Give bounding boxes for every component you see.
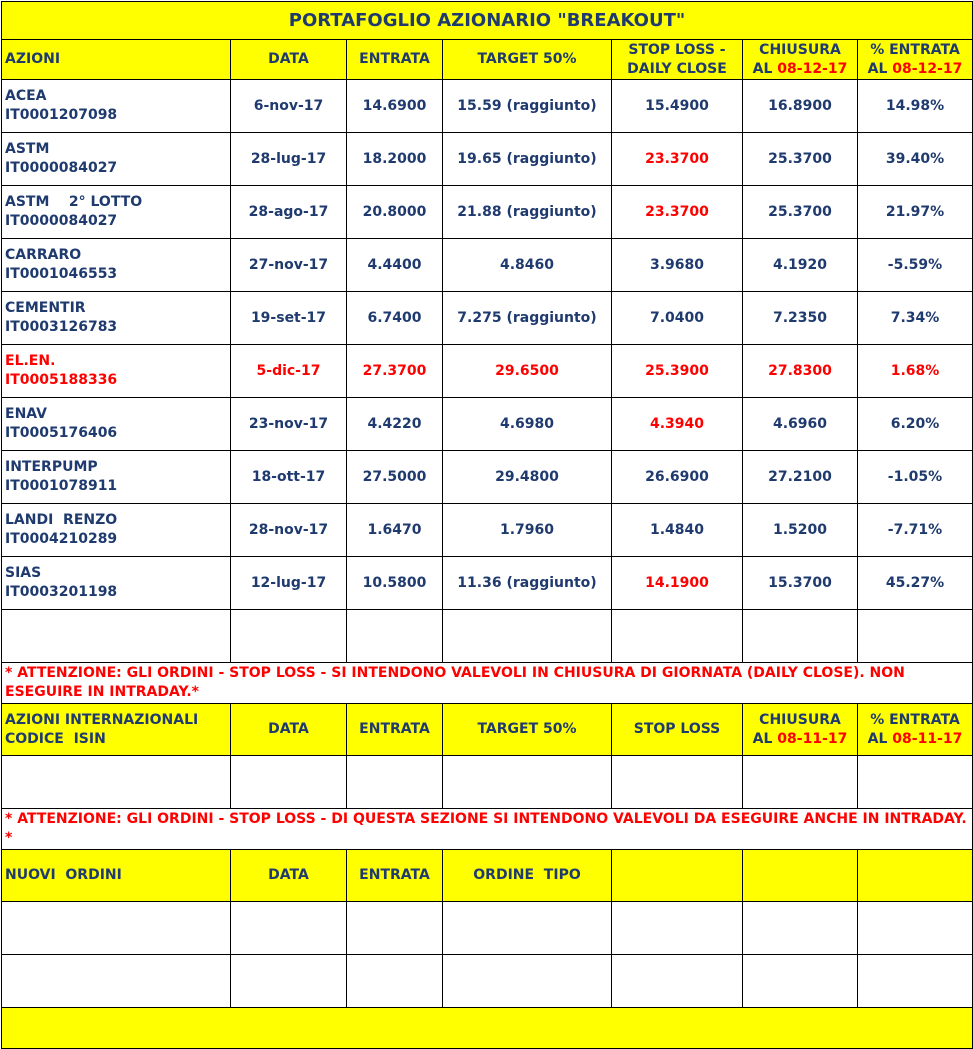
cell-stop: 3.9680 — [612, 239, 743, 292]
empty-cell — [347, 955, 443, 1008]
stock-name-cell — [2, 345, 231, 398]
empty-cell — [858, 902, 973, 955]
stock-name-cell — [2, 186, 231, 239]
header2-chiusura-line2 — [743, 730, 857, 749]
header-nuovi-ordini: NUOVI ORDINI — [2, 850, 231, 902]
stock-name-cell — [2, 133, 231, 186]
empty-cell — [612, 610, 743, 663]
stock-name: SIAS — [5, 565, 42, 581]
table-row — [2, 292, 973, 345]
header2-pct-line2 — [858, 730, 972, 749]
cell-entrata: 27.3700 — [347, 345, 443, 398]
cell-stop: 25.3900 — [612, 345, 743, 398]
cell-data: 28-nov-17 — [231, 504, 347, 557]
header3-empty — [612, 850, 743, 902]
empty-cell — [612, 955, 743, 1008]
stock-isin: IT0001078911 — [5, 478, 118, 494]
stock-isin: IT0001046553 — [5, 266, 118, 282]
empty-cell — [347, 610, 443, 663]
header-stop-loss-line2: DAILY CLOSE — [627, 60, 727, 77]
cell-target: 4.6980 — [443, 398, 612, 451]
header-intl-line1: AZIONI INTERNAZIONALI — [5, 711, 199, 728]
stock-isin: IT0003201198 — [5, 584, 118, 600]
header-chiusura — [743, 40, 858, 80]
cell-pct: 7.34% — [858, 292, 973, 345]
table-row — [2, 186, 973, 239]
cell-entrata: 6.7400 — [347, 292, 443, 345]
empty-cell — [2, 955, 231, 1008]
stock-isin: IT0000084027 — [5, 213, 118, 229]
cell-target: 29.4800 — [443, 451, 612, 504]
cell-target: 21.88 (raggiunto) — [443, 186, 612, 239]
empty-cell — [443, 955, 612, 1008]
stock-name-cell — [2, 239, 231, 292]
empty-cell — [2, 756, 231, 809]
stock-isin: IT0001207098 — [5, 107, 118, 123]
cell-entrata: 20.8000 — [347, 186, 443, 239]
cell-chiusura: 1.5200 — [743, 504, 858, 557]
header2-data: DATA — [231, 704, 347, 756]
stock-name: ASTM — [5, 141, 50, 157]
stock-name: ASTM 2° LOTTO — [5, 194, 143, 210]
cell-chiusura: 15.3700 — [743, 557, 858, 610]
header2-stop-loss: STOP LOSS — [612, 704, 743, 756]
footer-bar — [2, 1008, 973, 1049]
table-row — [2, 239, 973, 292]
header2-pct-line1: % ENTRATA — [870, 711, 960, 728]
header-pct-line1: % ENTRATA — [870, 41, 960, 58]
header-data: DATA — [231, 40, 347, 80]
empty-cell — [612, 756, 743, 809]
cell-target: 4.8460 — [443, 239, 612, 292]
empty-cell — [743, 955, 858, 1008]
table-row — [2, 345, 973, 398]
stock-name-cell — [2, 451, 231, 504]
cell-target: 7.275 (raggiunto) — [443, 292, 612, 345]
header3-empty — [743, 850, 858, 902]
portfolio-table — [1, 1, 973, 1049]
header2-chiusura-al: AL — [752, 730, 773, 747]
cell-target: 15.59 (raggiunto) — [443, 80, 612, 133]
empty-cell — [231, 902, 347, 955]
empty-row — [2, 610, 973, 663]
cell-entrata: 4.4220 — [347, 398, 443, 451]
empty-cell — [858, 610, 973, 663]
empty-cell — [743, 902, 858, 955]
table-row — [2, 557, 973, 610]
cell-pct: 14.98% — [858, 80, 973, 133]
cell-target: 11.36 (raggiunto) — [443, 557, 612, 610]
stock-isin: IT0005188336 — [5, 372, 118, 388]
stock-name: INTERPUMP — [5, 459, 98, 475]
header2-chiusura-date: 08-11-17 — [777, 730, 848, 747]
table-row — [2, 80, 973, 133]
header-pct-al: AL — [867, 60, 888, 77]
stock-name: LANDI RENZO — [5, 512, 118, 528]
cell-target: 29.6500 — [443, 345, 612, 398]
header-stop-loss — [612, 40, 743, 80]
cell-pct: -1.05% — [858, 451, 973, 504]
page-title: PORTAFOGLIO AZIONARIO "BREAKOUT" — [2, 2, 973, 40]
header2-pct-entrata — [858, 704, 973, 756]
intraday-note: * ATTENZIONE: GLI ORDINI - STOP LOSS - DI QUESTA SEZIONE SI INTENDONO VALEVOLI DA ESEGUIRE ANCHE IN INTRADAY. * — [2, 809, 973, 850]
cell-chiusura: 4.1920 — [743, 239, 858, 292]
empty-row — [2, 756, 973, 809]
cell-data: 5-dic-17 — [231, 345, 347, 398]
table-row — [2, 133, 973, 186]
empty-cell — [858, 955, 973, 1008]
stop-loss-note: * ATTENZIONE: GLI ORDINI - STOP LOSS - SI INTENDONO VALEVOLI IN CHIUSURA DI GIORNATA (DAILY CLOSE). NON ESEGUIRE IN INTRADAY.* — [2, 663, 973, 704]
stock-isin: IT0004210289 — [5, 531, 118, 547]
cell-entrata: 4.4400 — [347, 239, 443, 292]
empty-cell — [231, 955, 347, 1008]
header3-entrata: ENTRATA — [347, 850, 443, 902]
cell-stop: 4.3940 — [612, 398, 743, 451]
table-row — [2, 398, 973, 451]
cell-pct: 45.27% — [858, 557, 973, 610]
stock-isin: IT0000084027 — [5, 160, 118, 176]
cell-pct: 39.40% — [858, 133, 973, 186]
cell-chiusura: 27.2100 — [743, 451, 858, 504]
empty-cell — [612, 902, 743, 955]
cell-stop: 23.3700 — [612, 133, 743, 186]
table-row — [2, 504, 973, 557]
stock-isin: IT0005176406 — [5, 425, 118, 441]
stock-name: ENAV — [5, 406, 47, 422]
cell-stop: 7.0400 — [612, 292, 743, 345]
cell-data: 23-nov-17 — [231, 398, 347, 451]
header-intl-line2: CODICE ISIN — [5, 730, 106, 747]
cell-entrata: 14.6900 — [347, 80, 443, 133]
empty-row — [2, 955, 973, 1008]
header-chiusura-line1: CHIUSURA — [759, 41, 841, 58]
cell-stop: 14.1900 — [612, 557, 743, 610]
empty-cell — [443, 756, 612, 809]
cell-data: 12-lug-17 — [231, 557, 347, 610]
header2-chiusura-line1: CHIUSURA — [759, 711, 841, 728]
header2-target: TARGET 50% — [443, 704, 612, 756]
table-row — [2, 451, 973, 504]
cell-pct: 6.20% — [858, 398, 973, 451]
header-azioni-internazionali — [2, 704, 231, 756]
cell-pct: -5.59% — [858, 239, 973, 292]
header3-ordine-tipo: ORDINE TIPO — [443, 850, 612, 902]
empty-cell — [2, 610, 231, 663]
empty-cell — [347, 756, 443, 809]
stock-name-cell — [2, 398, 231, 451]
header-chiusura-line2 — [743, 60, 857, 79]
empty-cell — [858, 756, 973, 809]
cell-entrata: 18.2000 — [347, 133, 443, 186]
stock-name: CARRARO — [5, 247, 82, 263]
header-pct-date: 08-12-17 — [892, 60, 963, 77]
cell-pct: 1.68% — [858, 345, 973, 398]
cell-stop: 26.6900 — [612, 451, 743, 504]
header3-empty — [858, 850, 973, 902]
header-stop-loss-line1: STOP LOSS - — [628, 41, 726, 58]
stock-name-cell — [2, 292, 231, 345]
cell-stop: 1.4840 — [612, 504, 743, 557]
cell-data: 28-ago-17 — [231, 186, 347, 239]
stock-name: CEMENTIR — [5, 300, 86, 316]
cell-chiusura: 25.3700 — [743, 186, 858, 239]
cell-chiusura: 7.2350 — [743, 292, 858, 345]
empty-cell — [443, 610, 612, 663]
empty-cell — [743, 756, 858, 809]
header3-data: DATA — [231, 850, 347, 902]
header2-chiusura — [743, 704, 858, 756]
header2-entrata: ENTRATA — [347, 704, 443, 756]
stock-name-cell — [2, 504, 231, 557]
empty-cell — [347, 902, 443, 955]
header-chiusura-date: 08-12-17 — [777, 60, 848, 77]
empty-cell — [443, 902, 612, 955]
stock-name: ACEA — [5, 88, 47, 104]
cell-data: 27-nov-17 — [231, 239, 347, 292]
stock-name: EL.EN. — [5, 353, 56, 369]
header2-pct-al: AL — [867, 730, 888, 747]
cell-target: 19.65 (raggiunto) — [443, 133, 612, 186]
empty-cell — [231, 756, 347, 809]
cell-chiusura: 4.6960 — [743, 398, 858, 451]
cell-stop: 15.4900 — [612, 80, 743, 133]
stock-name-cell — [2, 80, 231, 133]
cell-data: 6-nov-17 — [231, 80, 347, 133]
header-chiusura-al: AL — [752, 60, 773, 77]
stock-isin: IT0003126783 — [5, 319, 118, 335]
header-pct-line2 — [858, 60, 972, 79]
cell-chiusura: 27.8300 — [743, 345, 858, 398]
cell-data: 28-lug-17 — [231, 133, 347, 186]
empty-cell — [231, 610, 347, 663]
header2-pct-date: 08-11-17 — [892, 730, 963, 747]
cell-pct: 21.97% — [858, 186, 973, 239]
empty-row — [2, 902, 973, 955]
stock-name-cell — [2, 557, 231, 610]
cell-target: 1.7960 — [443, 504, 612, 557]
empty-cell — [743, 610, 858, 663]
header-target: TARGET 50% — [443, 40, 612, 80]
header-azioni: AZIONI — [2, 40, 231, 80]
cell-pct: -7.71% — [858, 504, 973, 557]
empty-cell — [2, 902, 231, 955]
cell-entrata: 1.6470 — [347, 504, 443, 557]
cell-entrata: 27.5000 — [347, 451, 443, 504]
cell-chiusura: 16.8900 — [743, 80, 858, 133]
header-pct-entrata — [858, 40, 973, 80]
header-entrata: ENTRATA — [347, 40, 443, 80]
cell-chiusura: 25.3700 — [743, 133, 858, 186]
cell-data: 19-set-17 — [231, 292, 347, 345]
cell-entrata: 10.5800 — [347, 557, 443, 610]
cell-data: 18-ott-17 — [231, 451, 347, 504]
cell-stop: 23.3700 — [612, 186, 743, 239]
